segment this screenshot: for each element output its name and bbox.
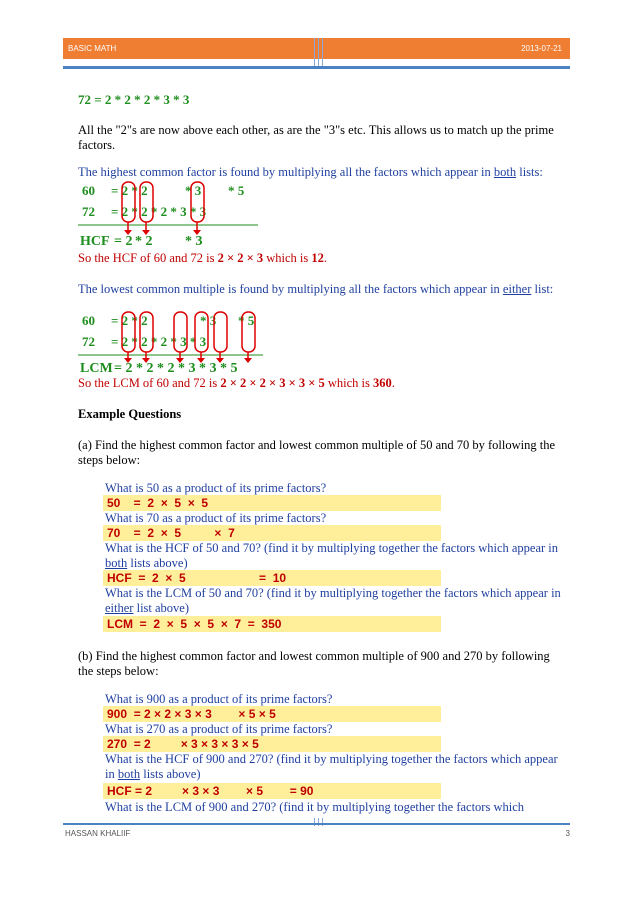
header-divider <box>318 38 319 69</box>
lcm-row2-factors: = 2 * 2 * 2 * 3 * 3 <box>111 334 207 349</box>
paragraph-1: All the "2"s are now above each other, as are the "3"s etc. This allows us to match up the prime factors. <box>78 123 554 152</box>
page-header <box>63 38 570 59</box>
lcm-row1-three: * 3 <box>200 313 217 328</box>
footer-author: HASSAN KHALIIF <box>65 829 131 838</box>
footer-rule <box>63 823 570 825</box>
hcf-row1-three: * 3 <box>185 183 202 198</box>
hcf-diagram <box>78 180 278 250</box>
lcm-row1-factors: = 2 * 2 <box>111 313 148 328</box>
qb-question-4: What is the LCM of 900 and 270? (find it by multiplying together the factors which <box>105 800 525 814</box>
qa-question-1: What is 50 as a product of its prime factors? <box>105 481 327 495</box>
paragraph-5: So the LCM of 60 and 72 is 2 × 2 × 2 × 3 × 3 × 5 which is 360. <box>78 376 395 390</box>
qb-answer-2[interactable]: 270 = 2 × 3 × 3 × 3 × 5 <box>103 736 441 752</box>
paragraph-4: The lowest common multiple is found by multiplying all the factors which appear in either list: <box>78 282 554 296</box>
heading-equation: 72 = 2 * 2 * 2 * 3 * 3 <box>78 92 190 107</box>
qb-question-1: What is 900 as a product of its prime factors? <box>105 692 333 706</box>
hcf-result-two: * 2 <box>135 234 153 249</box>
paragraph-3: So the HCF of 60 and 72 is 2 × 2 × 3 which is 12. <box>78 251 327 265</box>
hcf-result-label: HCF <box>80 234 110 249</box>
hcf-row1-five: * 5 <box>228 183 245 198</box>
lcm-result-eq: = 2 * 2 * 2 * 3 * 3 * 5 <box>114 361 238 375</box>
header-left: BASIC MATH <box>68 44 117 53</box>
hcf-result-eq: = 2 <box>114 234 133 249</box>
qb-question-2: What is 270 as a product of its prime factors? <box>105 722 333 736</box>
hcf-result-three: * 3 <box>185 234 203 249</box>
lcm-result-label: LCM <box>80 361 113 375</box>
hcf-row2-factors: = 2 * 2 * 2 * 3 * 3 <box>111 204 207 219</box>
header-divider <box>322 38 323 69</box>
paragraph-2: The highest common factor is found by multiplying all the factors which appear in both lists: <box>78 165 543 179</box>
qa-question-3: What is the HCF of 50 and 70? (find it by multiplying together the factors which appear in both lists above) <box>105 541 559 570</box>
header-rule <box>63 66 570 69</box>
hcf-row1-label: 60 <box>82 183 95 198</box>
question-b: (b) Find the highest common factor and lowest common multiple of 900 and 270 by following the steps below: <box>78 649 550 678</box>
examples-title: Example Questions <box>78 407 182 421</box>
qa-answer-3[interactable]: HCF = 2 × 5 = 10 <box>103 570 441 586</box>
header-divider <box>314 38 315 69</box>
lcm-row1-five: * 5 <box>238 313 255 328</box>
qa-answer-2[interactable]: 70 = 2 × 5 × 7 <box>103 525 441 541</box>
hcf-row2-label: 72 <box>82 204 95 219</box>
lcm-diagram <box>78 310 278 375</box>
qb-question-3: What is the HCF of 900 and 270? (find it by multiplying together the factors which appear in both lists above) <box>105 752 558 781</box>
lcm-row1-label: 60 <box>82 313 95 328</box>
header-date: 2013-07-21 <box>521 44 562 53</box>
qa-question-2: What is 70 as a product of its prime factors? <box>105 511 327 525</box>
page-number: 3 <box>565 829 570 838</box>
qa-answer-4[interactable]: LCM = 2 × 5 × 5 × 7 = 350 <box>103 616 441 632</box>
lcm-row2-label: 72 <box>82 334 95 349</box>
question-a: (a) Find the highest common factor and lowest common multiple of 50 and 70 by following the steps below: <box>78 438 555 467</box>
qa-answer-1[interactable]: 50 = 2 × 5 × 5 <box>103 495 441 511</box>
qa-question-4: What is the LCM of 50 and 70? (find it by multiplying together the factors which appear in either list above) <box>105 586 561 615</box>
qb-answer-3[interactable]: HCF = 2 × 3 × 3 × 5 = 90 <box>103 783 441 799</box>
qb-answer-1[interactable]: 900 = 2 × 2 × 3 × 3 × 5 × 5 <box>103 706 441 722</box>
hcf-row1-factors: = 2 * 2 <box>111 183 148 198</box>
hcf-arrows <box>128 222 197 232</box>
